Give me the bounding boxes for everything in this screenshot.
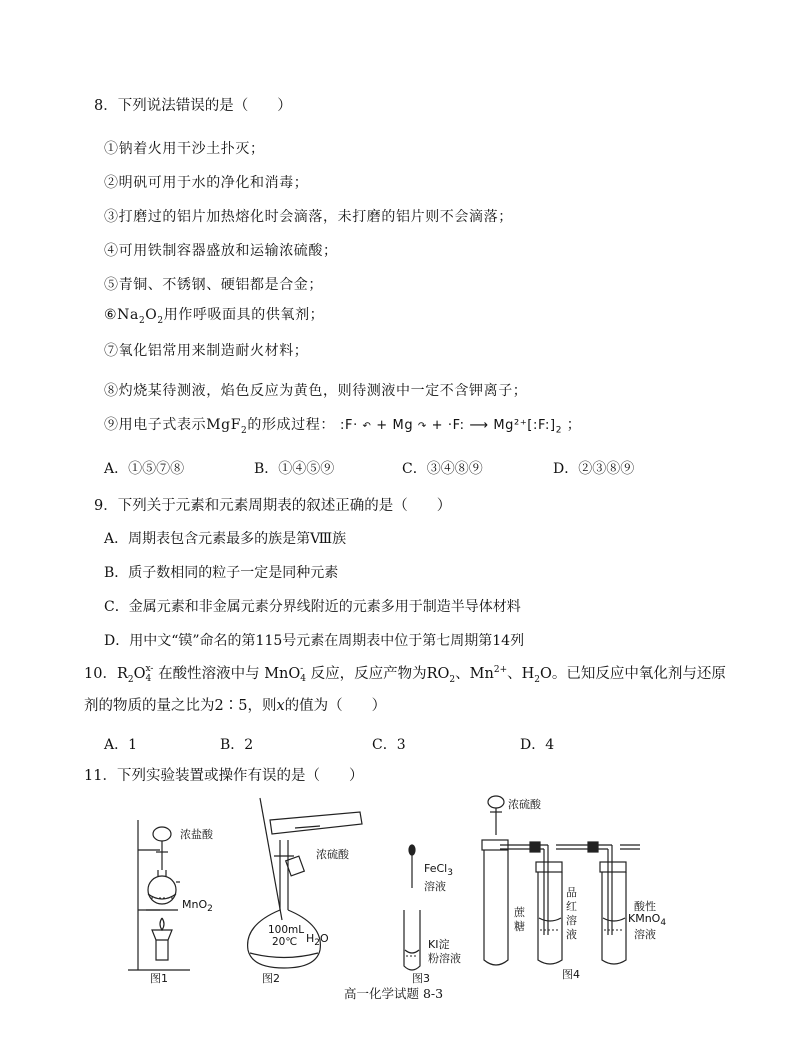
q9-option-b: B．质子数相同的粒子一定是同种元素 xyxy=(104,565,339,581)
fig4-label-kmno4-2: KMnO$_4$ xyxy=(628,912,667,929)
fig2-label-h2so4: 浓硫酸 xyxy=(316,848,349,861)
q8-statement-5: ⑤青铜、不锈钢、硬铝都是合金； xyxy=(104,277,323,293)
q8-option-a: A．①⑤⑦⑧ xyxy=(104,461,185,477)
fig2-label-water: $H_2O$ xyxy=(306,932,329,949)
q8-statement-1: ①钠着火用干沙土扑灭； xyxy=(104,141,265,157)
experiment-figures xyxy=(120,790,680,990)
fig1-apparatus xyxy=(128,820,190,970)
fig3-label-fecl3-solution: 溶液 xyxy=(424,880,446,893)
fig1-caption: 图1 xyxy=(150,972,168,985)
fig2-caption: 图2 xyxy=(262,972,280,985)
fig4-label-sugar-2: 糖 xyxy=(514,920,525,933)
q9-option-d: D．用中文“镆”命名的第115号元素在周期表中位于第七周期第14列 xyxy=(104,633,525,649)
fig4-apparatus xyxy=(482,796,640,965)
fig4-label-pinhong-4: 液 xyxy=(566,928,577,941)
q8-statement-2: ②明矾可用于水的净化和消毒； xyxy=(104,175,309,191)
q8-statement-8: ⑧灼烧某待测液，焰色反应为黄色，则待测液中一定不含钾离子； xyxy=(104,383,528,399)
q8-option-b: B．①④⑤⑨ xyxy=(254,461,335,477)
electron-formula: :F· ↶ + Mg ↷ + ·F: ⟶ $Mg^{2+}[:F:]_2$ xyxy=(340,418,563,436)
page-footer: 高一化学试题 8-3 xyxy=(344,986,444,1001)
q8-statement-7: ⑦氧化铝常用来制造耐火材料； xyxy=(104,343,309,359)
q10-option-d: D．4 xyxy=(520,737,555,753)
fig4-label-pinhong-3: 溶 xyxy=(566,914,577,927)
fig4-caption: 图4 xyxy=(562,968,580,981)
q10-stem-line1: 10．$R_2O$ x- 4 在酸性溶液中与 MnO - 4 反应，反应产物为$RO_2$、$Mn^{2+}$、$H_2O$。已知反应中氧化剂与还原 xyxy=(84,664,726,685)
fig1-label-hcl: 浓盐酸 xyxy=(180,828,213,841)
q9-stem: 9．下列关于元素和元素周期表的叙述正确的是（ ） xyxy=(94,498,452,514)
fig4-label-pinhong-1: 品 xyxy=(566,886,577,899)
q8-statement-6: $⑥Na_2O_2$用作呼吸面具的供氧剂； xyxy=(104,307,325,326)
q8-option-c: C．③④⑧⑨ xyxy=(402,461,483,477)
fig3-label-fecl3: FeCl$_3$ xyxy=(424,862,453,879)
q10-stem-line2: 剂的物质的量之比为2∶5，则x的值为（ ） xyxy=(84,698,387,714)
q9-option-c: C．金属元素和非金属元素分界线附近的元素多用于制造半导体材料 xyxy=(104,599,521,615)
fig4-label-kmno4-1: 酸性 xyxy=(634,900,656,913)
fig2-label-temp: 20℃ xyxy=(272,936,298,948)
q10-option-a: A．1 xyxy=(104,737,138,753)
fig3-label-ki: KI淀 xyxy=(428,938,450,951)
fig4-label-pinhong-2: 红 xyxy=(566,900,577,913)
fig4-label-sugar-1: 蔗 xyxy=(514,906,525,919)
fig1-label-mno2: MnO$_2$ xyxy=(182,898,213,915)
fig4-label-kmno4-3: 溶液 xyxy=(634,928,656,941)
q8-statement-9: ⑨用电子式表示MgF$_2$的形成过程： :F· ↶ + Mg ↷ + ·F: ⟶ $Mg^{2+}[:F:]_2$ ； xyxy=(104,417,582,436)
fig2-label-volume: 100mL xyxy=(268,924,305,936)
q8-stem: 8．下列说法错误的是（ ） xyxy=(94,98,292,114)
fig4-label-h2so4: 浓硫酸 xyxy=(508,798,541,811)
q10-option-b: B．2 xyxy=(220,737,254,753)
q9-option-a: A．周期表包含元素最多的族是第Ⅷ族 xyxy=(104,531,347,547)
fig3-caption: 图3 xyxy=(412,972,430,985)
fig2-apparatus xyxy=(248,798,362,968)
q10-option-c: C．3 xyxy=(372,737,406,753)
q8-statement-4: ④可用铁制容器盛放和运输浓硫酸； xyxy=(104,243,338,259)
q8-statement-3: ③打磨过的铝片加热熔化时会滴落，未打磨的铝片则不会滴落； xyxy=(104,209,513,225)
q11-stem: 11．下列实验装置或操作有误的是（ ） xyxy=(84,768,364,784)
fig3-label-ki-solution: 粉溶液 xyxy=(428,952,461,965)
q8-option-d: D．②③⑧⑨ xyxy=(553,461,635,477)
fig3-apparatus xyxy=(404,845,420,970)
